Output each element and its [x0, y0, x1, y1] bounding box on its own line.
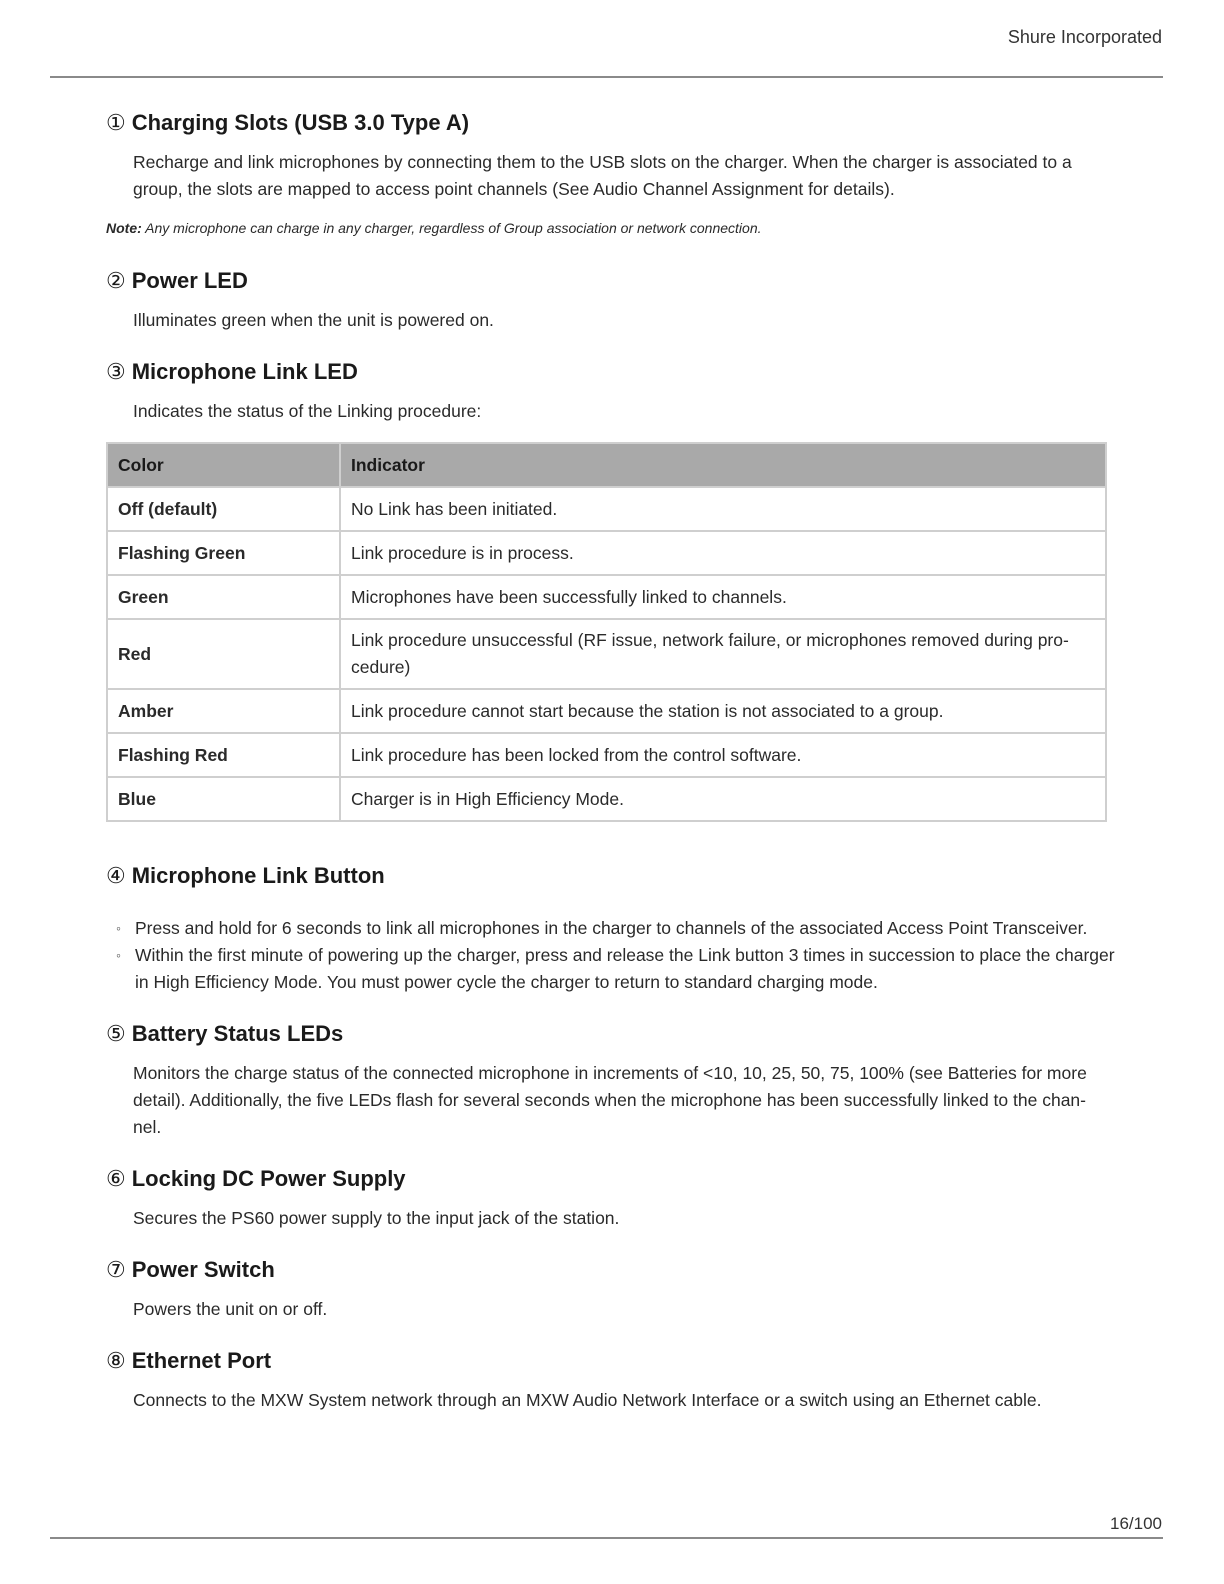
table-row	[107, 733, 1106, 777]
table-cell-indicator: Charger is in High Efficiency Mode.	[340, 777, 1106, 821]
table-cell-color: Amber	[107, 689, 340, 733]
note-text: Any microphone can charge in any charger, regardless of Group association or network connection.	[141, 220, 762, 236]
page-number: 16/100	[1110, 1514, 1162, 1533]
section-number: ②	[106, 268, 126, 293]
header-company-name: Shure Incorporated	[1007, 27, 1162, 47]
section-heading-mic-link-button	[106, 863, 385, 889]
table-cell-indicator: Link procedure is in process.	[340, 531, 1106, 575]
section-title: Power Switch	[131, 1257, 275, 1282]
section-title: Charging Slots (USB 3.0 Type A)	[131, 110, 470, 135]
section-body-power-switch: Powers the unit on or off.	[133, 1299, 328, 1319]
table-cell-indicator: Link procedure has been locked from the control software.	[340, 733, 1106, 777]
table-row	[107, 619, 1106, 689]
section-heading-mic-link-led	[106, 359, 358, 385]
table-cell-color: Green	[107, 575, 340, 619]
section-heading-power-switch	[106, 1257, 275, 1283]
section-title: Ethernet Port	[131, 1348, 272, 1373]
table-cell-color: Flashing Green	[107, 531, 340, 575]
table-cell-indicator: Link procedure unsuccessful (RF issue, network failure, or microphones removed during procedure)	[340, 619, 1106, 689]
section-title: Battery Status LEDs	[131, 1021, 344, 1046]
table-row	[107, 575, 1106, 619]
table-row	[107, 689, 1106, 733]
note-label: Note:	[106, 220, 142, 236]
table-cell-color: Red	[107, 619, 340, 689]
list-item	[116, 915, 1116, 942]
header-divider	[50, 76, 1163, 78]
table-cell-color: Flashing Red	[107, 733, 340, 777]
note	[106, 220, 762, 236]
table-row	[107, 531, 1106, 575]
section-title: Microphone Link Button	[131, 863, 385, 888]
section-heading-locking-dc-power	[106, 1166, 406, 1192]
section-body-mic-link-led: Indicates the status of the Linking procedure:	[133, 401, 482, 421]
section-number: ③	[106, 359, 126, 384]
section-heading-ethernet-port	[106, 1348, 271, 1374]
footer-divider	[50, 1537, 1163, 1539]
led-status-table	[106, 442, 1107, 822]
section-heading-charging-slots	[106, 110, 469, 136]
section-heading-power-led	[106, 268, 248, 294]
section-number: ⑧	[106, 1348, 126, 1373]
table-header-color: Color	[107, 443, 340, 487]
section-body-ethernet-port: Connects to the MXW System network through an MXW Audio Network Interface or a switch using an Ethernet cable.	[133, 1390, 1042, 1410]
table-row	[107, 777, 1106, 821]
section-number: ⑦	[106, 1257, 126, 1282]
table-cell-indicator: Link procedure cannot start because the station is not associated to a group.	[340, 689, 1106, 733]
bullet-marker: ◦	[116, 947, 121, 963]
section-number: ⑤	[106, 1021, 126, 1046]
section-number: ⑥	[106, 1166, 126, 1191]
section-body-locking-dc-power: Secures the PS60 power supply to the input jack of the station.	[133, 1208, 620, 1228]
list-item	[116, 942, 1116, 996]
list-item-text: Within the first minute of powering up the charger, press and release the Link button 3 times in succession to place the charger in High Efficiency Mode. You must power cycle the charger to return to standard charging mode.	[135, 945, 1115, 992]
section-body-battery-status-leds: Monitors the charge status of the connected microphone in increments of <10, 10, 25, 50, 75, 100% (see Batteries for more detail). Additionally, the five LEDs flash for several seconds when the microphone has been successfully linked to the channel.	[133, 1063, 1087, 1137]
table-cell-indicator: Microphones have been successfully linked to channels.	[340, 575, 1106, 619]
table-header-indicator: Indicator	[340, 443, 1106, 487]
table-cell-indicator: No Link has been initiated.	[340, 487, 1106, 531]
table-cell-color: Off (default)	[107, 487, 340, 531]
list-item-text: Press and hold for 6 seconds to link all microphones in the charger to channels of the associated Access Point Transceiver.	[135, 918, 1088, 938]
section-title: Power LED	[131, 268, 248, 293]
bullet-list-mic-link-button	[116, 915, 1116, 996]
table-header-row	[107, 443, 1106, 487]
bullet-marker: ◦	[116, 920, 121, 936]
table-cell-color: Blue	[107, 777, 340, 821]
section-title: Locking DC Power Supply	[131, 1166, 406, 1191]
section-title: Microphone Link LED	[131, 359, 358, 384]
section-number: ④	[106, 863, 126, 888]
section-body-charging-slots: Recharge and link microphones by connecting them to the USB slots on the charger. When the charger is associated to a group, the slots are mapped to access point channels (See Audio Channel Assignment for details).	[133, 152, 1072, 199]
section-heading-battery-status-leds	[106, 1021, 343, 1047]
section-number: ①	[106, 110, 126, 135]
section-body-power-led: Illuminates green when the unit is powered on.	[133, 310, 494, 330]
table-row	[107, 487, 1106, 531]
